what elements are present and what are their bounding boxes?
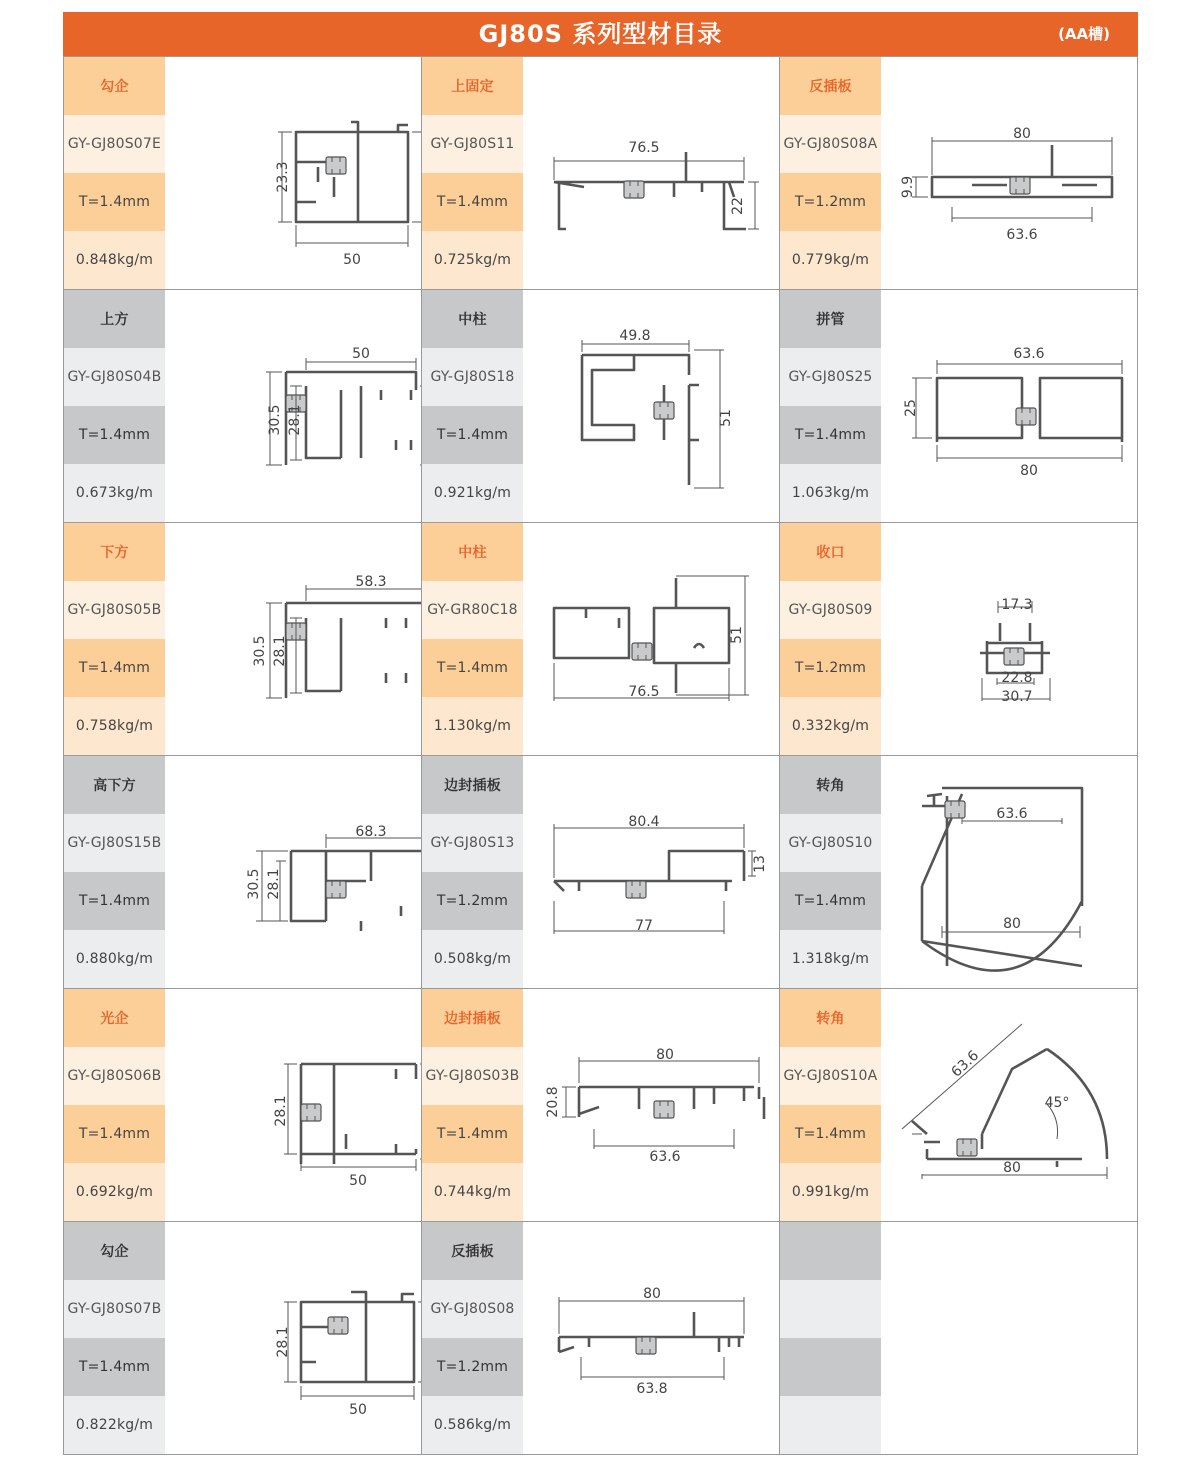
profile-thickness: T=1.4mm (422, 173, 523, 231)
profile-code: GY-GR80C18 (422, 581, 523, 639)
profile-cross-section (166, 989, 421, 1221)
profile-drawing (882, 523, 1137, 755)
profile-weight: 0.586kg/m (422, 1396, 523, 1454)
profile-code: GY-GJ80S11 (422, 115, 523, 173)
profile-name: 反插板 (422, 1222, 523, 1280)
profile-weight: 0.508kg/m (422, 930, 523, 988)
profile-thickness: T=1.4mm (64, 1338, 165, 1396)
profile-code: GY-GJ80S10A (780, 1047, 881, 1105)
profile-drawing (882, 756, 1137, 988)
dimension-label: 17.3 (1001, 597, 1033, 613)
dimension-label: 13 (752, 855, 768, 873)
profile-weight: 0.880kg/m (64, 930, 165, 988)
profile-card (422, 57, 780, 290)
dimension-label: 28.1 (287, 404, 303, 436)
dimension-label: 22.8 (1001, 670, 1033, 686)
profile-name: 高下方 (64, 756, 165, 814)
profile-card (64, 57, 422, 290)
dimension-label: 77 (635, 918, 653, 934)
profile-drawing (166, 57, 421, 289)
profile-cross-section (524, 57, 779, 289)
profile-name: 勾企 (64, 1222, 165, 1280)
dimension-label: 45° (1044, 1095, 1070, 1111)
dimension-label: 80 (1013, 126, 1031, 142)
profile-drawing (166, 290, 421, 522)
dimension-label: 30.5 (252, 635, 268, 667)
dimension-label: 63.6 (1006, 227, 1038, 243)
dimension-label: 30.5 (267, 404, 283, 436)
profile-name: 勾企 (64, 57, 165, 115)
dimension-label: 76.5 (628, 140, 660, 156)
dimension-label: 80 (643, 1286, 661, 1302)
profile-thickness: T=1.2mm (780, 173, 881, 231)
dimension-label: 76.5 (628, 684, 660, 700)
dimension-label: 49.8 (619, 328, 651, 344)
dimension-label: 23.3 (275, 161, 291, 193)
catalog-sheet (63, 12, 1138, 1455)
profile-thickness: T=1.4mm (780, 406, 881, 464)
dimension-label: 80 (1003, 1160, 1021, 1176)
dimension-label: 50 (349, 1173, 367, 1189)
profile-drawing (524, 290, 779, 522)
profile-cross-section (166, 57, 421, 289)
profile-name: 上方 (64, 290, 165, 348)
dimension-label: 9.9 (900, 175, 916, 199)
profile-code: GY-GJ80S04B (64, 348, 165, 406)
profile-info-column (422, 290, 523, 522)
profile-code: GY-GJ80S15B (64, 814, 165, 872)
profile-drawing (166, 1222, 421, 1454)
dimension-label: 63.8 (636, 1381, 668, 1397)
empty-info-column (780, 1222, 881, 1454)
dimension-label: 63.6 (996, 806, 1028, 822)
profile-weight: 1.318kg/m (780, 930, 881, 988)
profile-info-column (422, 989, 523, 1221)
profile-thickness: T=1.4mm (64, 872, 165, 930)
profile-weight: 0.744kg/m (422, 1163, 523, 1221)
profile-card (422, 1222, 780, 1455)
profile-cross-section (882, 756, 1137, 988)
profile-weight: 1.063kg/m (780, 464, 881, 522)
profile-thickness: T=1.4mm (64, 173, 165, 231)
profile-card (780, 290, 1138, 523)
profile-info-column (780, 57, 881, 289)
dimension-label: 51 (718, 409, 734, 427)
profile-info-column (780, 290, 881, 522)
dimension-label: 20.8 (545, 1086, 561, 1118)
profile-info-column (780, 989, 881, 1221)
profile-thickness: T=1.4mm (780, 1105, 881, 1163)
profile-info-column (422, 1222, 523, 1454)
dimension-label: 22 (730, 197, 746, 215)
profile-card (64, 756, 422, 989)
profile-name: 中柱 (422, 290, 523, 348)
dimension-label: 80 (1003, 916, 1021, 932)
profile-card (64, 290, 422, 523)
profile-cross-section (882, 989, 1137, 1221)
profile-thickness: T=1.4mm (64, 406, 165, 464)
profile-drawing (524, 989, 779, 1221)
profile-name: 上固定 (422, 57, 523, 115)
profile-card (780, 756, 1138, 989)
profile-name: 中柱 (422, 523, 523, 581)
profile-drawing (166, 756, 421, 988)
profile-drawing (524, 756, 779, 988)
header-bar (63, 12, 1138, 56)
profile-drawing (882, 989, 1137, 1221)
profile-info-column (64, 57, 165, 289)
profile-thickness: T=1.4mm (780, 872, 881, 930)
profile-card (64, 1222, 422, 1455)
profile-code: GY-GJ80S08 (422, 1280, 523, 1338)
profile-card (422, 290, 780, 523)
dimension-label: 28.1 (273, 1095, 289, 1127)
profile-thickness: T=1.2mm (422, 1338, 523, 1396)
profile-card (422, 756, 780, 989)
dimension-label: 30.7 (1001, 689, 1033, 705)
dimension-label: 51 (729, 626, 745, 644)
profile-weight: 0.692kg/m (64, 1163, 165, 1221)
dimension-label: 28.1 (266, 868, 282, 900)
profile-cross-section (166, 523, 421, 755)
profile-code: GY-GJ80S05B (64, 581, 165, 639)
profile-card (780, 989, 1138, 1222)
profile-drawing (524, 57, 779, 289)
profile-drawing (882, 290, 1137, 522)
profile-code: GY-GJ80S18 (422, 348, 523, 406)
profile-code: GY-GJ80S08A (780, 115, 881, 173)
page-title: GJ80S 系列型材目录 (478, 20, 723, 48)
profile-card (780, 57, 1138, 290)
dimension-label: 30.5 (246, 868, 262, 900)
profile-name: 拼管 (780, 290, 881, 348)
profile-code: GY-GJ80S07E (64, 115, 165, 173)
dimension-label: 63.6 (948, 1047, 983, 1081)
profile-thickness: T=1.4mm (422, 1105, 523, 1163)
profile-info-column (422, 523, 523, 755)
dimension-label: 80 (1020, 463, 1038, 479)
profile-card (780, 523, 1138, 756)
profile-card (422, 989, 780, 1222)
profile-code: GY-GJ80S13 (422, 814, 523, 872)
profile-info-column (64, 756, 165, 988)
profile-cross-section (166, 1222, 421, 1454)
dimension-label: 68.3 (355, 824, 387, 840)
profile-code: GY-GJ80S25 (780, 348, 881, 406)
profile-cross-section (882, 57, 1137, 289)
profile-card (64, 523, 422, 756)
profile-cross-section (524, 290, 779, 522)
profile-code: GY-GJ80S10 (780, 814, 881, 872)
profile-cross-section (524, 756, 779, 988)
dimension-label: 58.3 (355, 574, 387, 590)
profile-weight: 0.822kg/m (64, 1396, 165, 1454)
dimension-label: 80 (656, 1047, 674, 1063)
profile-code: GY-GJ80S07B (64, 1280, 165, 1338)
profile-cross-section (882, 290, 1137, 522)
profile-cross-section (882, 523, 1137, 755)
profile-cross-section (166, 290, 421, 522)
dimension-label: 80.4 (628, 814, 660, 830)
profile-drawing (524, 1222, 779, 1454)
profile-weight: 0.779kg/m (780, 231, 881, 289)
profile-info-column (422, 756, 523, 988)
profile-drawing (882, 57, 1137, 289)
profile-card (64, 989, 422, 1222)
profile-weight: 0.332kg/m (780, 697, 881, 755)
dimension-label: 25 (903, 399, 919, 417)
profile-info-column (64, 989, 165, 1221)
profile-info-column (780, 756, 881, 988)
profile-drawing (166, 989, 421, 1221)
profile-code: GY-GJ80S09 (780, 581, 881, 639)
profile-weight: 0.848kg/m (64, 231, 165, 289)
profile-weight: 1.130kg/m (422, 697, 523, 755)
profile-weight: 0.991kg/m (780, 1163, 881, 1221)
profile-name: 转角 (780, 989, 881, 1047)
profile-info-column (64, 1222, 165, 1454)
profile-grid (63, 56, 1138, 1455)
dimension-label: 28.1 (272, 635, 288, 667)
profile-drawing (166, 523, 421, 755)
profile-name: 下方 (64, 523, 165, 581)
profile-name: 边封插板 (422, 989, 523, 1047)
profile-cross-section (524, 523, 779, 755)
slot-type-note: (AA槽) (1058, 25, 1110, 43)
dimension-label: 63.6 (649, 1149, 681, 1165)
profile-drawing (524, 523, 779, 755)
profile-name: 光企 (64, 989, 165, 1047)
profile-thickness: T=1.2mm (780, 639, 881, 697)
profile-weight: 0.725kg/m (422, 231, 523, 289)
empty-card (780, 1222, 1138, 1455)
profile-code: GY-GJ80S03B (422, 1047, 523, 1105)
profile-thickness: T=1.4mm (422, 406, 523, 464)
dimension-label: 50 (352, 346, 370, 362)
profile-code: GY-GJ80S06B (64, 1047, 165, 1105)
profile-cross-section (524, 1222, 779, 1454)
dimension-label: 50 (343, 252, 361, 268)
profile-card (422, 523, 780, 756)
profile-name: 边封插板 (422, 756, 523, 814)
dimension-label: 50 (349, 1402, 367, 1418)
profile-thickness: T=1.4mm (422, 639, 523, 697)
profile-thickness: T=1.4mm (64, 639, 165, 697)
profile-weight: 0.758kg/m (64, 697, 165, 755)
profile-weight: 0.921kg/m (422, 464, 523, 522)
profile-thickness: T=1.2mm (422, 872, 523, 930)
profile-name: 收口 (780, 523, 881, 581)
profile-cross-section (524, 989, 779, 1221)
profile-cross-section (166, 756, 421, 988)
profile-info-column (64, 290, 165, 522)
profile-info-column (64, 523, 165, 755)
profile-thickness: T=1.4mm (64, 1105, 165, 1163)
profile-name: 反插板 (780, 57, 881, 115)
profile-weight: 0.673kg/m (64, 464, 165, 522)
dimension-label: 63.6 (1013, 346, 1045, 362)
profile-name: 转角 (780, 756, 881, 814)
profile-info-column (422, 57, 523, 289)
dimension-label: 28.1 (275, 1326, 291, 1358)
profile-info-column (780, 523, 881, 755)
